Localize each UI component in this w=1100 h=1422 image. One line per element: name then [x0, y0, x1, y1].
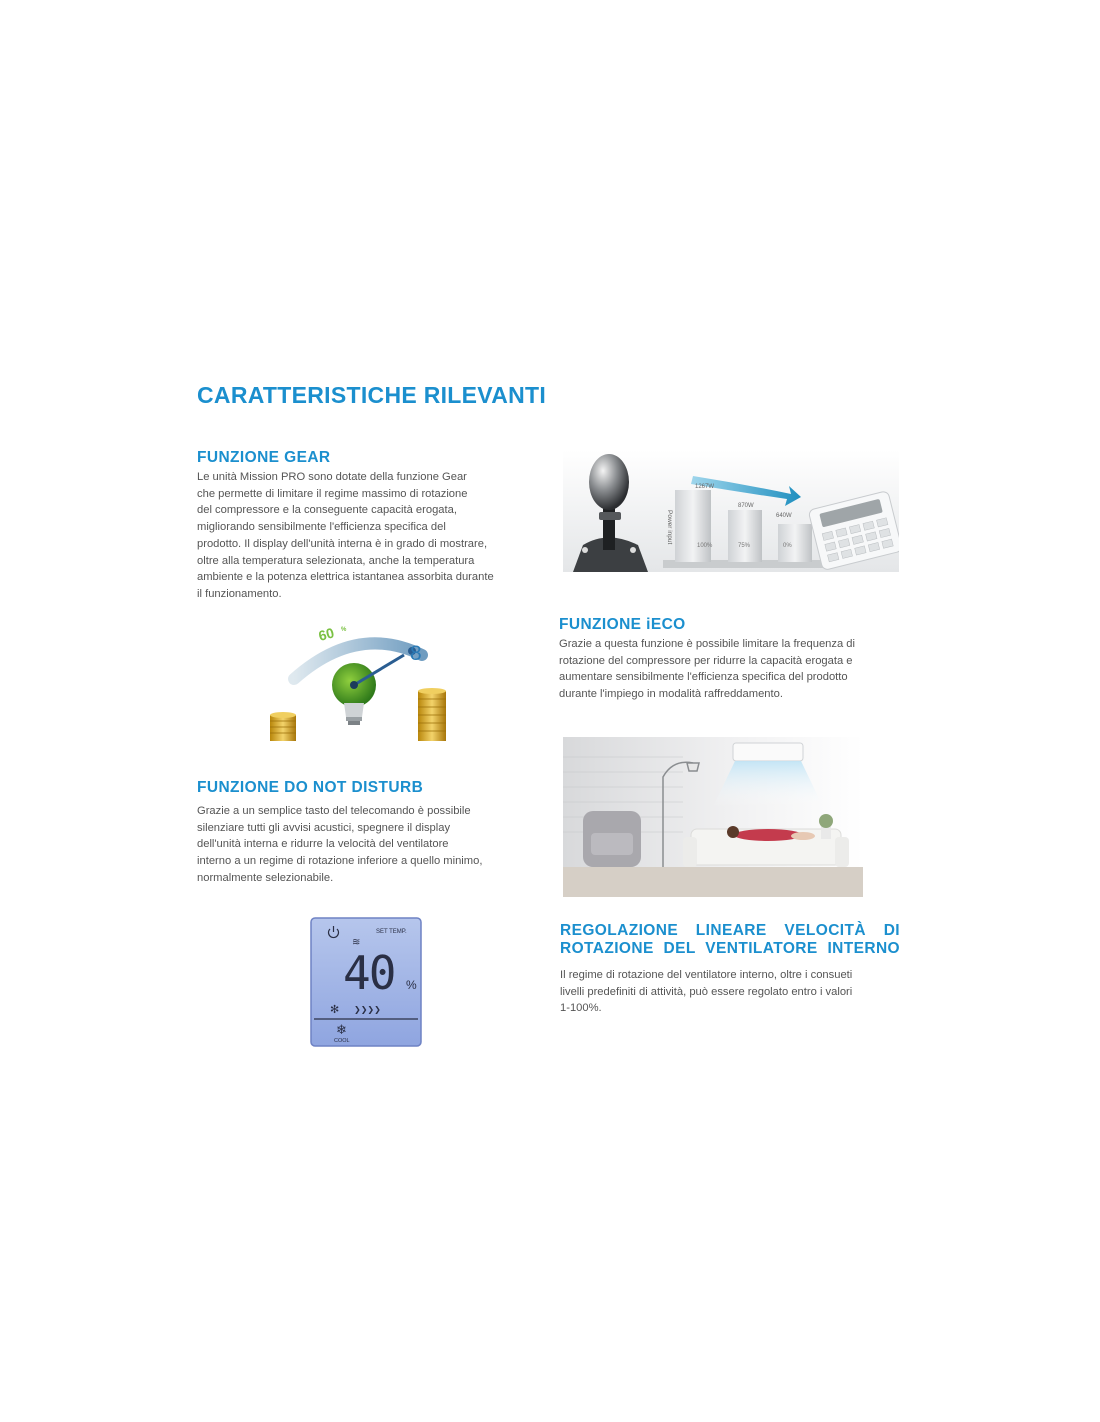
chart-bar	[728, 510, 762, 562]
page-title: CARATTERISTICHE RILEVANTI	[197, 382, 547, 408]
gear-title: FUNZIONE GEAR	[197, 449, 331, 466]
snowflake-icon: ❄	[336, 1023, 347, 1038]
fan-title-line: ROTAZIONE DEL VENTILATORE INTERNO	[560, 940, 900, 957]
armchair-icon	[583, 811, 641, 867]
gear-line: migliorando sensibilmente l'efficienza specifica del	[197, 521, 446, 534]
dnd-line: Grazie a un semplice tasto del telecomando è possibile	[197, 805, 471, 817]
fan-description	[560, 967, 905, 1017]
dnd-line: normalmente selezionabile.	[197, 871, 334, 884]
gear-line: che permette di limitare il regime massimo di rotazione	[197, 487, 468, 500]
gear-line: ambiente e la potenza elettrica istantanea assorbita durante	[197, 571, 494, 584]
gauge-percent-sign: %	[341, 627, 347, 633]
dnd-line: silenziare tutti gli avvisi acustici, spegnere il display	[197, 821, 451, 834]
chart-bar-power: 870W	[738, 503, 754, 509]
gear-line: Le unità Mission PRO sono dotate della funzione Gear	[197, 471, 467, 483]
gauge-percent: 60	[316, 624, 336, 644]
eco-bulb-icon	[332, 655, 404, 725]
gauge-level: 8	[410, 642, 422, 665]
display-unit: %	[406, 978, 417, 992]
coins-large-icon	[418, 688, 446, 741]
ieco-line: rotazione del compressore per ridurre la capacità erogata e	[559, 654, 853, 667]
chart-bar-power: 1267W	[695, 484, 715, 490]
ieco-line: Grazie a questa funzione è possibile limitare la frequenza di	[559, 638, 856, 650]
coins-small-icon	[270, 712, 296, 741]
gear-line: oltre alla temperatura selezionata, anche la temperatura	[197, 554, 475, 567]
plant-icon	[819, 814, 833, 839]
display-value: 40	[343, 946, 395, 1000]
dnd-title: FUNZIONE DO NOT DISTURB	[197, 779, 424, 796]
ieco-title: FUNZIONE iECO	[559, 616, 686, 633]
gear-line: prodotto. Il display dell'unità interna è in grado di mostrare,	[197, 537, 488, 550]
wave-icon: ≋	[352, 937, 361, 948]
chart-bar	[675, 490, 711, 562]
chart-bar-power: 640W	[776, 513, 792, 519]
remote-display-illustration	[310, 917, 422, 1047]
ieco-description	[559, 636, 904, 703]
dnd-line: interno a un regime di rotazione inferiore a quello minimo,	[197, 855, 483, 868]
fan-line: livelli predefiniti di attività, può essere regolato entro i valori	[560, 985, 853, 998]
ieco-line: durante l'impiego in modalità raffreddamento.	[559, 688, 783, 701]
fan-speed-icon: ❯❯❯❯	[354, 1005, 381, 1014]
fan-line: 1-100%.	[560, 1002, 602, 1015]
gear-line: del compressore e la conseguente capacità erogata,	[197, 504, 457, 517]
living-room-illustration	[563, 737, 863, 897]
chart-bar-percent: 100%	[697, 543, 713, 549]
chart-bar-percent: 75%	[738, 543, 751, 549]
set-temp-label: SET TEMP.	[376, 929, 407, 935]
fan-title-line: REGOLAZIONE LINEARE VELOCITÀ DI	[560, 922, 900, 939]
mode-label: COOL	[334, 1038, 350, 1044]
fan-line: Il regime di rotazione del ventilatore interno, oltre i consueti	[560, 969, 853, 981]
fan-title	[560, 922, 900, 958]
ieco-illustration	[262, 615, 462, 745]
fan-icon: ✻	[330, 1003, 340, 1016]
dnd-line: dell'unità interna e ridurre la velocità del ventilatore	[197, 838, 449, 851]
gear-description	[197, 469, 537, 603]
ieco-line: aumentare sensibilmente l'efficienza specifica del prodotto	[559, 671, 848, 684]
chart-bar-percent: 0%	[783, 543, 792, 549]
dnd-description	[197, 803, 542, 887]
gear-line: il funzionamento.	[197, 587, 282, 600]
gear-illustration	[563, 450, 899, 572]
chart-axis-label: Power input	[666, 510, 673, 545]
